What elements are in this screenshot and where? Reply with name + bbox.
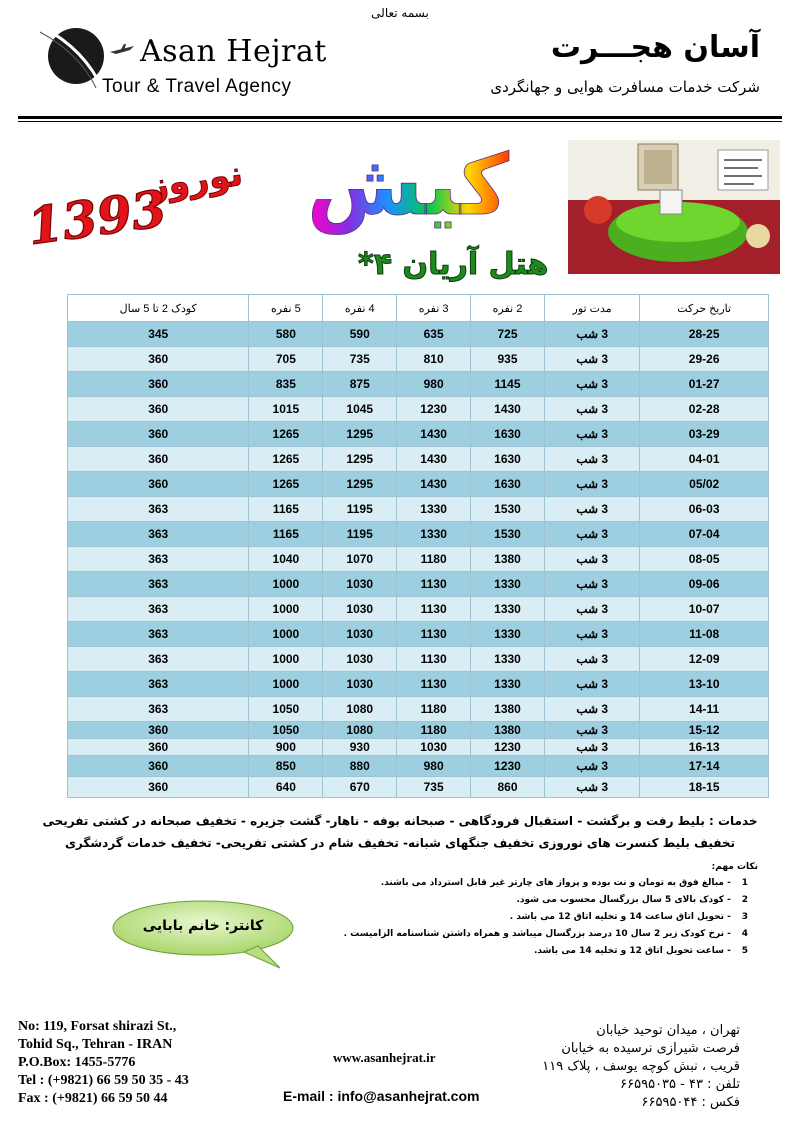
- note-item: 3 - تحویل اتاق ساعت 14 و تخلیه اتاق 12 می باشد .: [509, 912, 748, 922]
- note-item: 1 - مبالغ فوق به تومان و نت بوده و پرواز های چارتر غیر قابل استرداد می باشند.: [380, 878, 748, 888]
- table-cell: 363: [68, 497, 249, 522]
- table-cell: 1430: [397, 472, 471, 497]
- table-cell: 1130: [397, 572, 471, 597]
- table-cell: 17-14: [640, 756, 769, 777]
- table-cell: 13-10: [640, 672, 769, 697]
- services-line-1: خدمات : بلیط رفت و برگشت - استقبال فرودگاهی - صبحانه بوفه - ناهار- گشت جزیره - تخفیف صبحانه در کشتی تفریحی: [42, 814, 758, 828]
- table-cell: 850: [249, 756, 323, 777]
- table-cell: 1030: [323, 672, 397, 697]
- table-cell: 03-29: [640, 422, 769, 447]
- table-cell: 1380: [471, 697, 545, 722]
- notes-list: [328, 878, 748, 963]
- table-cell: 29-26: [640, 347, 769, 372]
- address-en-line: No: 119, Forsat shirazi St.,: [18, 1019, 177, 1034]
- table-cell: 360: [68, 756, 249, 777]
- hotel-name: هتل آریان ۴*: [358, 247, 549, 282]
- table-row: [68, 522, 769, 547]
- table-cell: 1230: [397, 397, 471, 422]
- table-cell: 875: [323, 372, 397, 397]
- table-cell: 11-08: [640, 622, 769, 647]
- table-cell: 1180: [397, 722, 471, 739]
- table-cell: 07-04: [640, 522, 769, 547]
- address-en: [18, 1018, 189, 1108]
- table-cell: 3 شب: [544, 472, 639, 497]
- year-number: 1393: [24, 178, 171, 257]
- table-cell: 3 شب: [544, 647, 639, 672]
- table-cell: 05/02: [640, 472, 769, 497]
- table-cell: 1080: [323, 722, 397, 739]
- table-cell: 1265: [249, 447, 323, 472]
- table-cell: 1430: [397, 422, 471, 447]
- table-cell: 1295: [323, 472, 397, 497]
- table-cell: 1070: [323, 547, 397, 572]
- column-header: 4 نفره: [323, 295, 397, 322]
- table-cell: 3 شب: [544, 777, 639, 798]
- table-cell: 1000: [249, 647, 323, 672]
- table-header-row: [68, 295, 769, 322]
- fax-fa-line: فکس : ۶۶۵۹۵۰۴۴: [641, 1095, 740, 1110]
- table-cell: 1130: [397, 647, 471, 672]
- table-cell: 345: [68, 322, 249, 347]
- table-cell: 580: [249, 322, 323, 347]
- table-cell: 10-07: [640, 597, 769, 622]
- column-header: مدت تور: [544, 295, 639, 322]
- table-cell: 1000: [249, 572, 323, 597]
- table-cell: 1330: [471, 672, 545, 697]
- table-row: [68, 756, 769, 777]
- website-link[interactable]: www.asanhejrat.ir: [333, 1050, 436, 1065]
- table-cell: 1030: [397, 739, 471, 756]
- table-cell: 810: [397, 347, 471, 372]
- table-cell: 860: [471, 777, 545, 798]
- table-cell: 363: [68, 572, 249, 597]
- table-cell: 363: [68, 547, 249, 572]
- nowruz-photo: [568, 140, 780, 274]
- price-table: [67, 294, 769, 798]
- table-cell: 1630: [471, 422, 545, 447]
- table-cell: 640: [249, 777, 323, 798]
- table-cell: 670: [323, 777, 397, 798]
- address-fa-line: فرصت شیرازی نرسیده به خیابان: [561, 1041, 740, 1056]
- nowruz-word: نوروز: [146, 153, 246, 207]
- table-cell: 1000: [249, 672, 323, 697]
- address-en-line: Tohid Sq., Tehran - IRAN: [18, 1037, 173, 1052]
- brand-subtitle-en: Tour & Travel Agency: [102, 76, 292, 97]
- table-cell: 3 شب: [544, 697, 639, 722]
- table-cell: 360: [68, 347, 249, 372]
- table-cell: 1295: [323, 422, 397, 447]
- table-cell: 363: [68, 697, 249, 722]
- table-cell: 1330: [471, 647, 545, 672]
- table-cell: 3 شب: [544, 372, 639, 397]
- bismillah: بسمه تعالی: [371, 6, 429, 20]
- table-cell: 835: [249, 372, 323, 397]
- table-cell: 980: [397, 372, 471, 397]
- table-cell: 3 شب: [544, 347, 639, 372]
- table-row: [68, 672, 769, 697]
- table-cell: 1015: [249, 397, 323, 422]
- table-cell: 590: [323, 322, 397, 347]
- table-cell: 1630: [471, 447, 545, 472]
- table-cell: 1050: [249, 722, 323, 739]
- address-fa: [542, 1022, 740, 1112]
- table-cell: 1145: [471, 372, 545, 397]
- table-cell: 12-09: [640, 647, 769, 672]
- brand-name-fa: آسان هجـــرت: [550, 30, 760, 65]
- table-cell: 1130: [397, 597, 471, 622]
- table-cell: 935: [471, 347, 545, 372]
- fax-line: Fax : (+9821) 66 59 50 44: [18, 1091, 168, 1106]
- table-cell: 725: [471, 322, 545, 347]
- globe-logo-icon: [40, 22, 106, 88]
- brand-description-fa: شرکت خدمات مسافرت هوایی و جهانگردی: [490, 78, 760, 96]
- table-cell: 1165: [249, 497, 323, 522]
- table-cell: 360: [68, 422, 249, 447]
- table-cell: 363: [68, 647, 249, 672]
- table-cell: 1230: [471, 756, 545, 777]
- table-cell: 1195: [323, 497, 397, 522]
- table-row: [68, 739, 769, 756]
- table-cell: 1045: [323, 397, 397, 422]
- table-cell: 28-25: [640, 322, 769, 347]
- phone-fa-line: تلفن : ۴۳ - ۶۶۵۹۵۰۳۵: [620, 1077, 740, 1092]
- header-divider-thick: [18, 116, 782, 119]
- table-cell: 3 شب: [544, 756, 639, 777]
- table-cell: 880: [323, 756, 397, 777]
- table-row: [68, 397, 769, 422]
- table-cell: 705: [249, 347, 323, 372]
- table-cell: 3 شب: [544, 397, 639, 422]
- table-cell: 1195: [323, 522, 397, 547]
- table-row: [68, 422, 769, 447]
- table-cell: 1380: [471, 722, 545, 739]
- table-cell: 3 شب: [544, 672, 639, 697]
- table-cell: 360: [68, 722, 249, 739]
- table-cell: 735: [323, 347, 397, 372]
- table-cell: 1330: [397, 497, 471, 522]
- table-cell: 1630: [471, 472, 545, 497]
- table-cell: 1265: [249, 472, 323, 497]
- table-cell: 1080: [323, 697, 397, 722]
- column-header: 2 نفره: [471, 295, 545, 322]
- table-cell: 3 شب: [544, 739, 639, 756]
- nowruz-year-title: [18, 140, 268, 257]
- table-cell: 3 شب: [544, 597, 639, 622]
- table-cell: 3 شب: [544, 447, 639, 472]
- table-cell: 3 شب: [544, 622, 639, 647]
- kish-word: کیش: [307, 136, 509, 234]
- table-row: [68, 322, 769, 347]
- table-cell: 3 شب: [544, 422, 639, 447]
- table-cell: 1530: [471, 522, 545, 547]
- table-cell: 01-27: [640, 372, 769, 397]
- table-cell: 15-12: [640, 722, 769, 739]
- table-cell: 18-15: [640, 777, 769, 798]
- table-cell: 360: [68, 739, 249, 756]
- table-cell: 1030: [323, 597, 397, 622]
- table-cell: 735: [397, 777, 471, 798]
- table-row: [68, 722, 769, 739]
- table-cell: 1330: [397, 522, 471, 547]
- hotel-title: [80, 240, 549, 284]
- table-cell: 1430: [471, 397, 545, 422]
- table-cell: 1000: [249, 597, 323, 622]
- table-cell: 1330: [471, 622, 545, 647]
- kish-title: [258, 134, 558, 234]
- table-row: [68, 647, 769, 672]
- table-cell: 06-03: [640, 497, 769, 522]
- column-header: 5 نفره: [249, 295, 323, 322]
- table-cell: 363: [68, 522, 249, 547]
- plane-icon: [108, 42, 136, 58]
- table-cell: 360: [68, 447, 249, 472]
- table-cell: 3 شب: [544, 722, 639, 739]
- table-cell: 09-06: [640, 572, 769, 597]
- table-cell: 16-13: [640, 739, 769, 756]
- table-cell: 1030: [323, 572, 397, 597]
- table-cell: 04-01: [640, 447, 769, 472]
- table-row: [68, 372, 769, 397]
- table-cell: 360: [68, 372, 249, 397]
- table-cell: 1050: [249, 697, 323, 722]
- speech-bubble-icon: [108, 898, 298, 970]
- table-cell: 363: [68, 622, 249, 647]
- table-cell: 363: [68, 597, 249, 622]
- table-cell: 3 شب: [544, 497, 639, 522]
- table-cell: 08-05: [640, 547, 769, 572]
- table-cell: 1295: [323, 447, 397, 472]
- table-row: [68, 697, 769, 722]
- table-row: [68, 472, 769, 497]
- table-cell: 360: [68, 472, 249, 497]
- brand-name-en: Asan Hejrat: [140, 34, 327, 69]
- table-row: [68, 547, 769, 572]
- table-cell: 1330: [471, 597, 545, 622]
- table-cell: 930: [323, 739, 397, 756]
- table-cell: 363: [68, 672, 249, 697]
- table-cell: 1430: [397, 447, 471, 472]
- address-fa-line: تهران ، میدان توحید خیابان: [596, 1023, 740, 1038]
- note-item: 2 - کودک بالای 5 سال بزرگسال محسوب می شود.: [516, 895, 748, 905]
- note-item: 4 - نرخ کودک زیر 2 سال 10 درصد بزرگسال میباشد و همراه داشتن شناسنامه الزامیست .: [343, 929, 748, 939]
- table-cell: 1180: [397, 547, 471, 572]
- table-cell: 635: [397, 322, 471, 347]
- column-header: 3 نفره: [397, 295, 471, 322]
- table-cell: 02-28: [640, 397, 769, 422]
- address-en-line: P.O.Box: 1455-5776: [18, 1055, 136, 1070]
- table-cell: 1130: [397, 672, 471, 697]
- table-row: [68, 497, 769, 522]
- table-cell: 360: [68, 397, 249, 422]
- table-cell: 1165: [249, 522, 323, 547]
- table-cell: 14-11: [640, 697, 769, 722]
- notes-title: نکات مهم:: [711, 862, 758, 872]
- table-cell: 3 شب: [544, 522, 639, 547]
- table-row: [68, 347, 769, 372]
- note-item: 5 - ساعت تحویل اتاق 12 و تخلیه 14 می باشد.: [533, 946, 748, 956]
- table-cell: 1180: [397, 697, 471, 722]
- column-header: تاریخ حرکت: [640, 295, 769, 322]
- table-cell: 900: [249, 739, 323, 756]
- email-link[interactable]: E-mail : info@asanhejrat.com: [283, 1088, 480, 1104]
- counter-label: کانتر: خانم بابایی: [142, 918, 264, 934]
- table-cell: 1330: [471, 572, 545, 597]
- table-row: [68, 597, 769, 622]
- services-line-2: تخفیف بلیط کنسرت های نوروزی تخفیف جنگهای شبانه- تخفیف شام در کشتی تفریحی- تخفیف خدمات گردشگری: [64, 836, 736, 850]
- table-cell: 1380: [471, 547, 545, 572]
- table-cell: 1530: [471, 497, 545, 522]
- table-row: [68, 622, 769, 647]
- table-cell: 1130: [397, 622, 471, 647]
- table-cell: 1030: [323, 622, 397, 647]
- table-row: [68, 447, 769, 472]
- table-cell: 3 شب: [544, 572, 639, 597]
- table-row: [68, 777, 769, 798]
- table-cell: 1000: [249, 622, 323, 647]
- phone-line: Tel : (+9821) 66 59 50 35 - 43: [18, 1073, 189, 1088]
- column-header: کودک 2 تا 5 سال: [68, 295, 249, 322]
- table-row: [68, 572, 769, 597]
- table-cell: 1265: [249, 422, 323, 447]
- table-cell: 360: [68, 777, 249, 798]
- table-cell: 1230: [471, 739, 545, 756]
- table-cell: 3 شب: [544, 322, 639, 347]
- table-cell: 1040: [249, 547, 323, 572]
- table-cell: 3 شب: [544, 547, 639, 572]
- header-divider-thin: [18, 121, 782, 122]
- table-cell: 980: [397, 756, 471, 777]
- table-cell: 1030: [323, 647, 397, 672]
- address-fa-line: قریب ، نبش کوچه یوسف ، پلاک ۱۱۹: [542, 1059, 740, 1074]
